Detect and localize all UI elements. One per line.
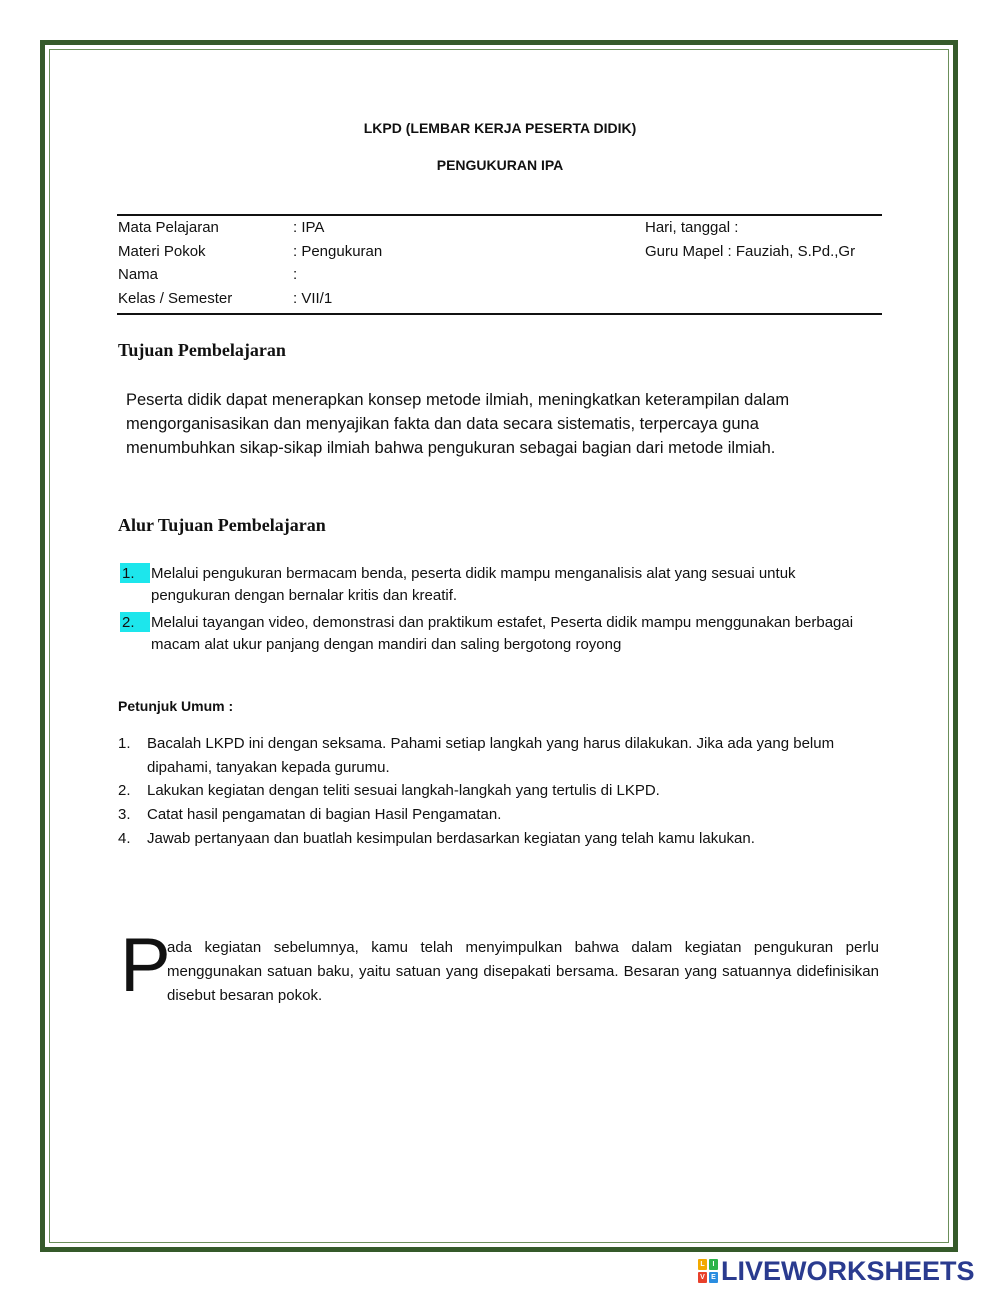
materi-pokok-label: Materi Pokok [118,243,206,260]
guru-mapel-label: Guru Mapel : Fauziah, S.Pd.,Gr [645,243,856,260]
logo-block: E [709,1272,718,1283]
document-subtitle: PENGUKURAN IPA [436,157,564,173]
petunjuk-number: 3. [118,806,131,823]
logo-blocks [698,1259,718,1283]
logo-block: I [709,1259,718,1270]
materi-pokok-value: : Pengukuran [293,243,383,260]
logo-text: LIVEWORKSHEETS [721,1255,975,1286]
alur-number-highlight: 2. [120,612,150,632]
petunjuk-line: dipahami, tanyakan kepada gurumu. [147,759,390,776]
alur-heading: Alur Tujuan Pembelajaran [118,515,326,535]
intro-dropcap: P [120,923,171,1008]
petunjuk-line: Catat hasil pengamatan di bagian Hasil Pengamatan. [147,806,502,823]
info-bottom-rule [117,313,882,315]
petunjuk-line: Lakukan kegiatan dengan teliti sesuai langkah-langkah yang tertulis di LKPD. [147,782,660,799]
alur-line: Melalui pengukuran bermacam benda, peserta didik mampu menganalisis alat yang sesuai untuk [151,565,796,582]
intro-paragraph: ada kegiatan sebelumnya, kamu telah menyimpulkan bahwa dalam kegiatan pengukuran perlu menggunakan satuan baku, yaitu satuan yang disepakati bersama. Besaran yang satuannya didefinisikan disebut besaran pokok. [167,939,879,1004]
petunjuk-line: Jawab pertanyaan dan buatlah kesimpulan berdasarkan kegiatan yang telah kamu lakukan. [147,830,755,847]
alur-number-highlight: 1. [120,563,150,583]
logo-block: V [698,1272,707,1283]
petunjuk-number: 2. [118,782,131,799]
mata-pelajaran-label: Mata Pelajaran [118,219,219,236]
tujuan-line: menumbuhkan sikap-sikap ilmiah bahwa pengukuran sebagai bagian dari metode ilmiah. [126,439,776,457]
petunjuk-text [147,732,887,780]
alur-text [151,563,941,607]
document-title: LKPD (LEMBAR KERJA PESERTA DIDIK) [363,120,637,136]
mata-pelajaran-value: : IPA [293,219,325,236]
tujuan-line: mengorganisasikan dan menyajikan fakta dan data secara sistematis, terpercaya guna [126,415,759,433]
tujuan-heading: Tujuan Pembelajaran [118,340,286,360]
kelas-semester-label: Kelas / Semester [118,290,233,307]
nama-label: Nama [118,266,159,283]
alur-line: macam alat ukur panjang dengan mandiri dan saling bergotong royong [151,636,622,653]
logo-block: L [698,1259,707,1270]
petunjuk-heading: Petunjuk Umum : [118,698,234,714]
hari-tanggal-label: Hari, tanggal : [645,219,739,236]
info-top-rule [117,214,882,216]
tujuan-paragraph [126,388,866,460]
alur-line: Melalui tayangan video, demonstrasi dan praktikum estafet, Peserta didik mampu menggunakan berbagai [151,614,854,631]
alur-line: pengukuran dengan bernalar kritis dan kreatif. [151,587,458,604]
petunjuk-line: Bacalah LKPD ini dengan seksama. Pahami setiap langkah yang harus dilakukan. Jika ada yang belum [147,735,835,752]
petunjuk-number: 1. [118,735,131,752]
tujuan-line: Peserta didik dapat menerapkan konsep metode ilmiah, meningkatkan keterampilan dalam [126,391,790,409]
petunjuk-number: 4. [118,830,131,847]
nama-value: : [293,266,298,283]
alur-text [151,612,941,656]
liveworksheets-logo [698,1255,975,1286]
kelas-semester-value: : VII/1 [293,290,333,307]
